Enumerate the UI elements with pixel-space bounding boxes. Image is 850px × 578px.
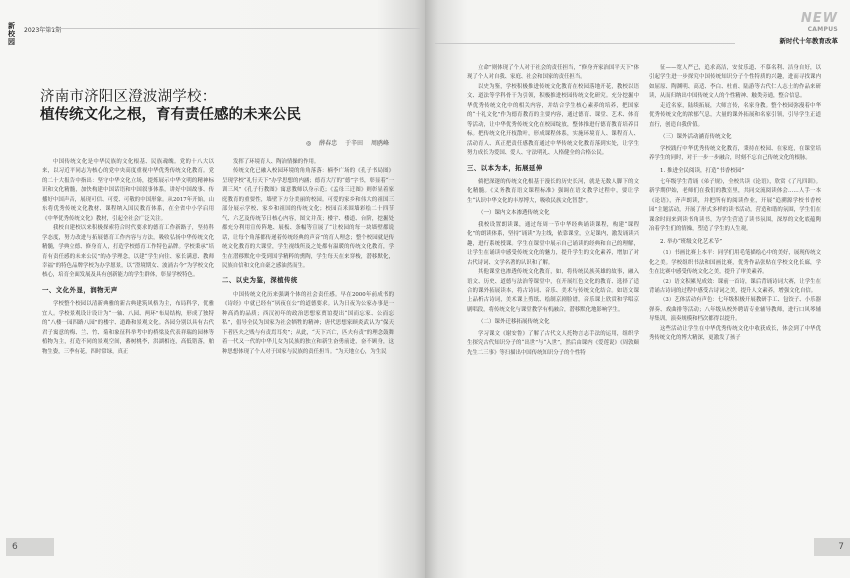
right-column-2 — [649, 64, 821, 538]
section-heading: 一、文化外显，润物无声 — [42, 285, 118, 294]
paragraph: （3）艺体活动有声色：七年级积极开展教研手工、包饺子、小乐器弹奏、戏曲排等活动；八年级从校外聘请专业辅导教师，进行口风琴辅导集训，演奏规模和档次都得以提升。 — [649, 297, 821, 323]
subsection-heading: （三）课外活动涵育传统文化 — [660, 134, 732, 141]
paragraph: 传统文化已融入校园环境的角角落落：楠李广场的《孔子书局图》呈现学校“礼行天下”办学思想的内涵；德育大厅的“德”字书，彰显着“一训三风”《孔子行教图》寓意教师以身示范；《孟母三迁图》则彰显着家庭教育的重要性，墙壁下方分美丽的校园。可爱的家乡和伟大的祖国三部分展示学校、家乡和祖国的传统文化；校园百米围墙彩绘二十四节气、六艺及传统节日核心内容，图文并茂；楼宇、楼道、台阶，挖掘处都充分利用宣传阵地、展板、条幅等宣展了“让校园的每一块墙壁都说话，让每个角落都传递着传统经典的声音”的育人理念；整个校园就是传统文化教育的大课堂，学生视线所及之处都有温暖的传统文化教育，学生在潜移默化中受到国学精粹的熏陶，学生每天在来穿梭，潜移默化，民族自信和文化自豪之感油然而生。 — [222, 168, 394, 269]
issue-label: 2023年第1期 — [24, 27, 62, 34]
paragraph: 学校践行中华优秀传统文化教育，秉持在校园、在家庭，在课堂培养学生的同时，对于一步一步融合，时刻不忘自己传统文化的根脉。 — [649, 145, 821, 162]
page-number-left: 6 — [6, 538, 54, 556]
subsection-heading: 1. 推进全民阅读，打造“书香校园” — [660, 167, 745, 174]
paragraph: 中国传统文化历来强调个体的社会责任感。早在2000年前成书的《诗经》中就已经有“夙夜在公”的道德要求。认为日夜为公家办事是一种高尚的品质；西汉初年的政治思想家贾谊提出“国而忘家、公而忘私”，倡导全民为国家为社会牺牲的精神；唐代思想家顾炎武认为“保天下者匹夫之贱与有责焉耳矣”；从此，“天下兴亡，匹夫有责”的理念鼓舞着一代又一代的中华儿女为民族的独立和新生奋勇前进，奋不顾身，这种思想体现了个人对于国家与民族的责任担当。“为天地立心，为生民 — [222, 291, 394, 355]
paragraph: 这些活动让学生在中华优秀传统文化中收获成长，体会到了中华优秀传统文化的博大精深，更激发了孩子 — [649, 325, 821, 342]
article-authors: ◎ 薛春忠 于辛田 周鸥峰 — [306, 140, 389, 147]
paragraph: 学校整个校园以清新典雅的新古典建筑风格为主，布局科学，优雅宜人。学校景观设计设计为“一轴、八园、两环”布局结构，形成了独特的“八楼一园四路八园”的楼宇、道路和景观文化。各园分别以具有古代君子寓意的梅、兰、竹、菊和象征科举考中的桥梁及代表祥瑞的园林等植物为主，打造不同的景观空间，蕃树桃李，洪湖相连，高低错落，舶物生姿，三季有花，四时常绿，真正 — [42, 301, 214, 355]
subsection-heading: （一）课内文本渗透传统文化 — [478, 210, 550, 217]
left-column-2 — [222, 158, 394, 538]
subsection-heading: 2. 举办“班级文化艺术节” — [660, 238, 723, 245]
paragraph: 其他课堂也渗透传统文化教育，如，将传统民族英雄的故事，融入语文、历史、道德与法治等课堂中，在开展红色文化的教育、选择了适合的课外拓展读本，将古诗词、音乐、美术与传统文化结合。如语文课上品析古诗词，美术课上剪纸、绘制京剧脸谱，音乐课上欣赏和学唱京剧唱段，将传统文化与课堂教学有机融合，潜移默化地影响学生。 — [467, 269, 639, 313]
right-page — [425, 0, 850, 578]
paragraph: （2）语文积累见成效：课前一首诗，课后背诵诗词大赛，让学生在背诵古诗词的过程中感受古诗词之美，提升人文素养，增强文化自信。 — [649, 278, 821, 294]
article-title-line2: 植传统文化之根，育有责任感的未来公民 — [40, 106, 301, 123]
paragraph: 我校自建校以来积极探索符合时代要求的德育工作新路子，坚持科学态度，努力改进与拓展德育工作内容与方法，吸收弘扬中华传统文化精髓，学典立德、修身育人，打造学校德育工作特色品牌。学校秉承“培育有责任感的未来公民”的办学理念，以建“学生向往、家长满意、教师幸福”的特色品牌学校为办学愿景，以“澄境期女、波涌古今”为学校文化核心，培育全面发展及具有创新能力的学生群体，彰显学校特色。 — [42, 225, 214, 279]
magazine-mark: 新校园 — [8, 22, 15, 46]
paragraph: 以史为鉴，学校积极推进传统文化教育在校园落地开花，教校以语文、道法等学科骨干为引领，积极推进校园传统文化研究。充分挖掘中华优秀传统文化中的相关内容，并结合学生核心素养的培养，把国家的“十礼文化”作为德育教育的主要内容，通过德育、课堂、艺术、体育等活动，让中华优秀传统文化在校园绽放，整体推进行德育教育培养目标。把传统文化开枝散叶，形成课程体系，实施环境育人、课程育人、活动育人、真正把责任感教育通过中华传统文化教育落到实处，让学生努力成长为爱国、爱人、守法明礼、人格健全的合格公民。 — [467, 83, 639, 157]
subsection-heading: （二）课外迁移拓展传统文化 — [478, 319, 550, 326]
paragraph: 走近名家，陆续拓展，大师言传，名家身教。整个校园弥漫着中华优秀传统文化的浓郁气息，大量的课外拓展和名家引领，引导学生正道直行，创造自我价值。 — [649, 102, 821, 128]
new-logo: NEW — [800, 11, 838, 26]
paragraph: 征——宽人严己，追求高洁，安贫乐道、不慕名利、洁身自好，以引起学生进一步探究中国传统知识分子个性特质的兴趣，进而寻找课内如屈原、陶渊明、高适、李白、杜甫、陆游等古代仁人志士的作品来研读，从而归纳出中国传统文人的个性精神、触类旁通，整合信息。 — [649, 65, 821, 100]
page-number-right: 7 — [814, 538, 850, 556]
header-divider — [40, 28, 420, 29]
campus-logo-text: CAMPUS — [807, 26, 838, 33]
paragraph: （1）书画比赛上本平：同学们用毛笔描绘心中的美好，展现传统文化之美。学校组织书法和国画比赛，优秀作品张贴在学校文化长廊，学生在比赛中感受传统文化之美，提升了审美素养。 — [649, 250, 821, 276]
section-heading: 三、以本为本，拓展延伸 — [467, 163, 543, 172]
section-heading: 二、以史为鉴，深植传统 — [222, 276, 298, 285]
article-title-line1: 济南市济阳区澄波湖学校： — [40, 89, 217, 105]
paragraph: 发挥了环境育人、陶冶情操的作用。 — [233, 159, 320, 165]
paragraph: 七年级学生背诵《弟子规》，全校共读《论语》，欣赏《了凡四训》。新学期伊始，老师们在我们的教室里，共同交流阅读体会……人手一本《论语》，齐声朗读，并把所有的阅读作业，开展“追溯源学校书香校园”主题活动，开展了形式多样的读书活动，营造和谐的氛围，学生们在课余时间来到读书角读书，为学生营造了读书氛围，深厚的文化底蕴陶冶着学生们的情操，塑造了学生的人生观。 — [649, 178, 821, 233]
paragraph: 学习课文《谢安鲁》了解了古代文人托物言志手法的运用，组织学生探究古代知识分子的“出世”与“入世”，然后由课内《爱莲说》《周敦颐先生二三事》等扫描出中国传统知识分子的个性特 — [467, 330, 639, 356]
right-column-1 — [467, 64, 639, 538]
paragraph: 中国传统文化是中华民族的文化根基、民族魂魄。党的十八大以来，以习近平同志为核心的党中央高度重视中华优秀传统文化教育。党的二十大报告中指出：坚守中华文化立场，提炼展示中华文明的精神标识和文化精髓，加快构建中国话语和中国叙事体系，讲好中国故事、传播好中国声音，展现可信、可爱、可敬的中国形象。从2017年开始，山东将优秀传统文化教材、课程纳入国民教育体系，在全省中小学启用《中华优秀传统文化》教材，引起全社会广泛关注。 — [42, 159, 214, 222]
left-column-1 — [42, 158, 214, 538]
paragraph: 立命”则体现了个人对于社会的责任担当，“修身齐家治国平天下”体现了个人对自我、家庭、社会和国家的责任担当。 — [467, 65, 639, 81]
section-subtitle: 新时代十年教育改革 — [779, 37, 838, 45]
paragraph: 倘把深邃的传统文化根基于漫长的历史长河，就是无数人脚下的文化精髓。《义务教育语文课程标准》强调在语文教学过程中，要让学生“认识中华文化的丰厚博大，吸收民族文化智慧”。 — [467, 178, 639, 204]
header-divider — [435, 43, 735, 44]
paragraph: 我校设置朗读课，通过每周一节中华经典诵读课程，构建“课程化”的朗读体系，坚持“诵读”为主线，依靠课堂，立足课内，激发诵读兴趣，进行系统授课。学生在课堂中展示自己诵读的经典和自己的理解，让学生在诵读中感受传统文化的魅力，提升学生的文化素养，增加了对古代诗词、文学名著的认识和了解。 — [467, 221, 639, 266]
